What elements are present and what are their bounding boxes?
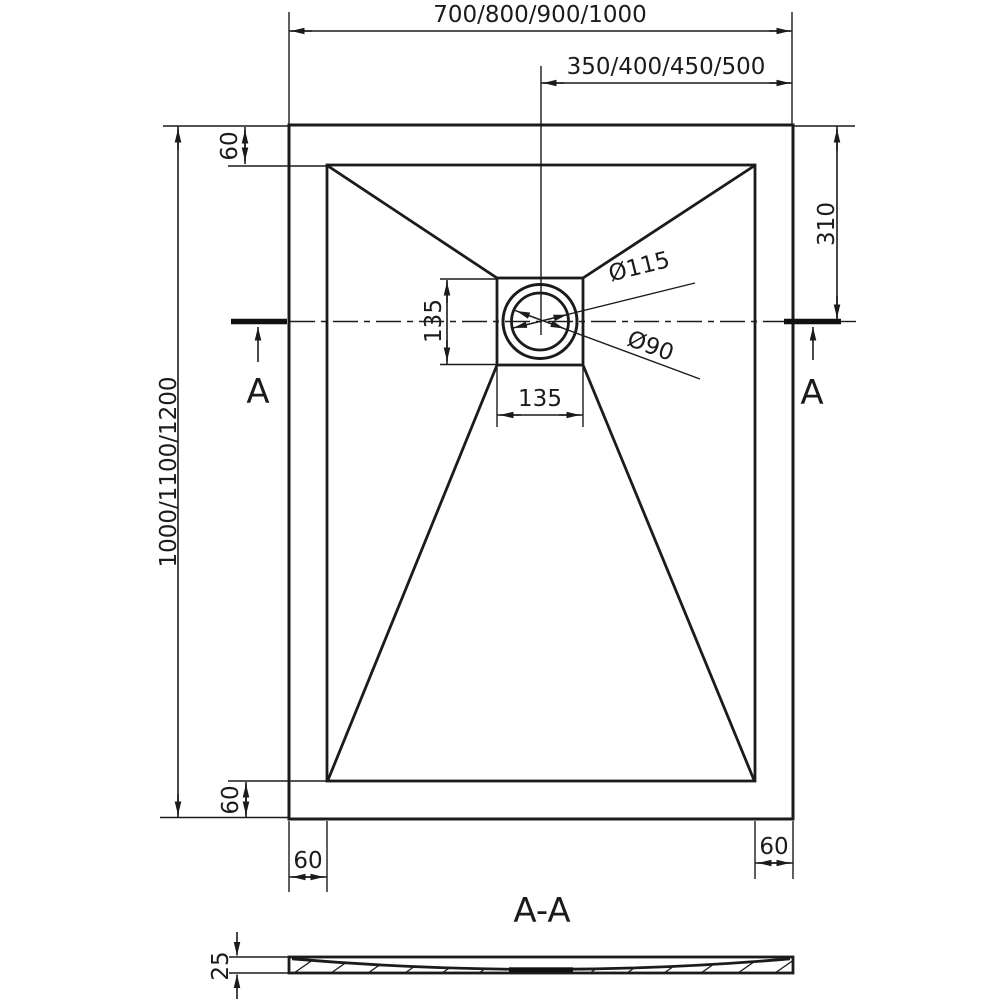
dim-drain-outer-diameter-label: Ø115 (606, 247, 673, 288)
dim-drain-box-height-label: 135 (421, 299, 447, 343)
dim-overall-length (156, 126, 289, 818)
section-view (208, 891, 793, 999)
dim-bottom-edge (218, 781, 327, 817)
dim-drain-box-width-label: 135 (518, 386, 562, 412)
slope-diagonal-top-left (328, 166, 497, 278)
dim-bottom-edge-label: 60 (218, 785, 244, 815)
dim-thickness (208, 932, 288, 999)
dim-bottom-left-edge-label: 60 (293, 848, 323, 874)
slope-diagonal-bottom-right (583, 365, 754, 780)
section-label-right: A (800, 373, 824, 413)
dim-bottom-right-edge-label: 60 (759, 834, 789, 860)
dim-drain-box-width (497, 366, 583, 427)
dim-center-offset-label: 350/400/450/500 (566, 54, 766, 80)
dim-drain-offset (793, 126, 855, 320)
section-arrow-left (246, 327, 269, 412)
dim-bottom-right-edge (755, 821, 793, 879)
slope-diagonal-bottom-left (328, 365, 497, 780)
dim-drain-outer-diameter (511, 247, 695, 328)
section-arrow-right (800, 327, 823, 413)
dim-thickness-label: 25 (208, 951, 234, 981)
centerline-group (231, 66, 856, 335)
dim-drain-offset-label: 310 (814, 202, 840, 246)
section-title: A-A (513, 891, 571, 931)
dim-top-edge (217, 127, 327, 166)
dim-top-edge-label: 60 (217, 131, 243, 161)
dim-overall-length-label: 1000/1100/1200 (156, 376, 182, 568)
dim-drain-inner-diameter-label: Ø90 (623, 326, 678, 367)
dim-drain-inner-diameter (514, 310, 700, 379)
section-drain-flange (509, 967, 573, 972)
dim-bottom-left-edge (289, 821, 327, 892)
section-label-left: A (246, 372, 270, 412)
dim-center-offset (541, 54, 792, 83)
dim-overall-width-label: 700/800/900/1000 (433, 2, 647, 28)
